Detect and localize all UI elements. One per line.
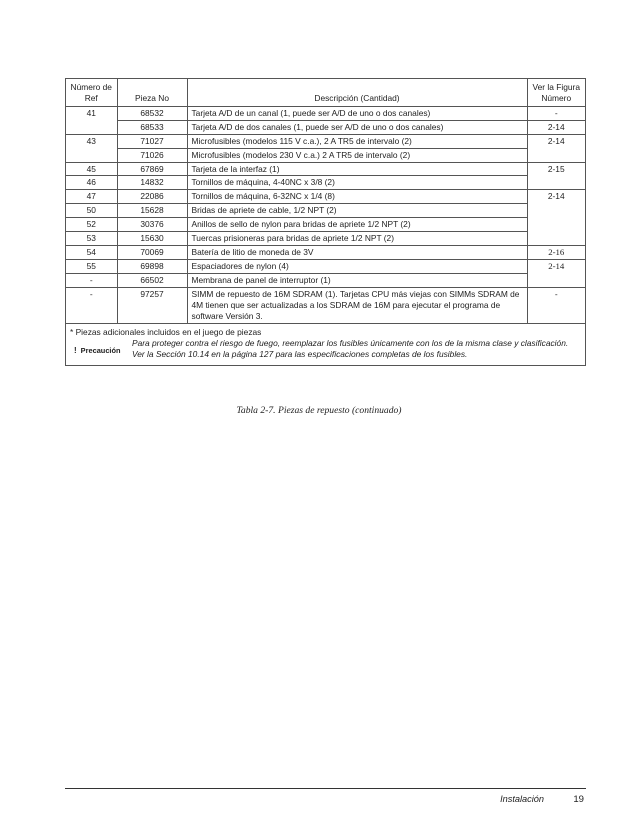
- table-row: [66, 106, 585, 120]
- cell-ref: -: [66, 274, 117, 288]
- caution-note: [70, 338, 581, 360]
- cell-ref: 41: [66, 106, 117, 134]
- cell-description: Microfusibles (modelos 115 V c.a.), 2 A TR5 de intervalo (2): [187, 134, 527, 148]
- cell-description: Anillos de sello de nylon para bridas de apriete 1/2 NPT (2): [187, 218, 527, 232]
- cell-ref: 47: [66, 190, 117, 204]
- table-row: [66, 162, 585, 176]
- cell-figure: 2-14: [527, 190, 585, 246]
- cell-figure: 2-14: [527, 120, 585, 134]
- table-row: [66, 176, 585, 190]
- cell-figure: 2-14: [527, 134, 585, 162]
- cell-part: 70069: [117, 246, 187, 260]
- cell-description: Tarjeta A/D de dos canales (1, puede ser A/D de uno o dos canales): [187, 120, 527, 134]
- cell-part: 15630: [117, 232, 187, 246]
- cell-description: Tarjeta A/D de un canal (1, puede ser A/D de uno o dos canales): [187, 106, 527, 120]
- table-row: [66, 148, 585, 162]
- cell-part: 68532: [117, 106, 187, 120]
- cell-part: 68533: [117, 120, 187, 134]
- cell-figure: -: [527, 106, 585, 120]
- cell-ref: 55: [66, 260, 117, 274]
- cell-ref: 43: [66, 134, 117, 162]
- footnote: * Piezas adicionales incluidos en el juego de piezas: [70, 327, 262, 338]
- cell-part: 71027: [117, 134, 187, 148]
- table-row: [66, 218, 585, 232]
- page-number: 19: [573, 794, 584, 805]
- cell-part: 71026: [117, 148, 187, 162]
- table-row: [66, 260, 585, 274]
- table-row: [66, 246, 585, 260]
- header-part: Pieza No: [117, 79, 187, 106]
- cell-figure: 2-16: [527, 246, 585, 260]
- cell-part: 30376: [117, 218, 187, 232]
- cell-description: SIMM de repuesto de 16M SDRAM (1). Tarjetas CPU más viejas con SIMMs SDRAM de 4M tienen que ser actualizadas a los SDRAM de 16M para ejecutar el programa de software Versión 3.: [187, 288, 527, 324]
- cell-ref: 50: [66, 204, 117, 218]
- cell-part: 97257: [117, 288, 187, 324]
- table-row: [66, 120, 585, 134]
- cell-ref: 45: [66, 162, 117, 176]
- cell-ref: 52: [66, 218, 117, 232]
- cell-description: Bridas de apriete de cable, 1/2 NPT (2): [187, 204, 527, 218]
- cell-description: Microfusibles (modelos 230 V c.a.) 2 A TR5 de intervalo (2): [187, 148, 527, 162]
- table-row: [66, 134, 585, 148]
- cell-description: Tornillos de máquina, 6-32NC x 1/4 (8): [187, 190, 527, 204]
- caution-text: Para proteger contra el riesgo de fuego, reemplazar los fusibles únicamente con los de la misma clase y clasificación. Ver la Sección 10.14 en la página 127 para las especificaciones completas de los fusibles.: [132, 338, 569, 360]
- footer-section-title: Instalación: [500, 794, 544, 804]
- table-notes: [66, 324, 585, 365]
- cell-description: Tuercas prisioneras para bridas de apriete 1/2 NPT (2): [187, 232, 527, 246]
- header-description: Descripción (Cantidad): [187, 79, 527, 106]
- header-figure: Ver la Figura Número: [527, 79, 585, 106]
- cell-ref: 54: [66, 246, 117, 260]
- table-row: [66, 232, 585, 246]
- cell-description: Espaciadores de nylon (4): [187, 260, 527, 274]
- caution-label: Precaución: [80, 346, 121, 356]
- cell-part: 66502: [117, 274, 187, 288]
- cell-part: 14832: [117, 176, 187, 190]
- table-row: [66, 190, 585, 204]
- table-header-row: [66, 79, 585, 106]
- cell-ref: 53: [66, 232, 117, 246]
- cell-figure: -: [527, 288, 585, 324]
- caution-badge: [70, 338, 132, 355]
- warning-icon: !: [74, 346, 77, 356]
- parts-table-container: [65, 78, 586, 366]
- cell-description: Tornillos de máquina, 4-40NC x 3/8 (2): [187, 176, 527, 190]
- footer-divider: [65, 788, 586, 789]
- cell-part: 67869: [117, 162, 187, 176]
- table-caption: Tabla 2-7. Piezas de repuesto (continuado): [236, 405, 402, 416]
- cell-part: 15628: [117, 204, 187, 218]
- cell-figure: 2-14: [527, 260, 585, 288]
- cell-part: 22086: [117, 190, 187, 204]
- cell-description: Membrana de panel de interruptor (1): [187, 274, 527, 288]
- cell-figure: 2-15: [527, 162, 585, 190]
- cell-ref: 46: [66, 176, 117, 190]
- header-ref: Número de Ref: [66, 79, 117, 106]
- table-row: [66, 288, 585, 324]
- table-row: [66, 204, 585, 218]
- cell-part: 69898: [117, 260, 187, 274]
- table-row: [66, 274, 585, 288]
- cell-ref: -: [66, 288, 117, 324]
- parts-table: [66, 79, 585, 324]
- cell-description: Batería de litio de moneda de 3V: [187, 246, 527, 260]
- cell-description: Tarjeta de la interfaz (1): [187, 162, 527, 176]
